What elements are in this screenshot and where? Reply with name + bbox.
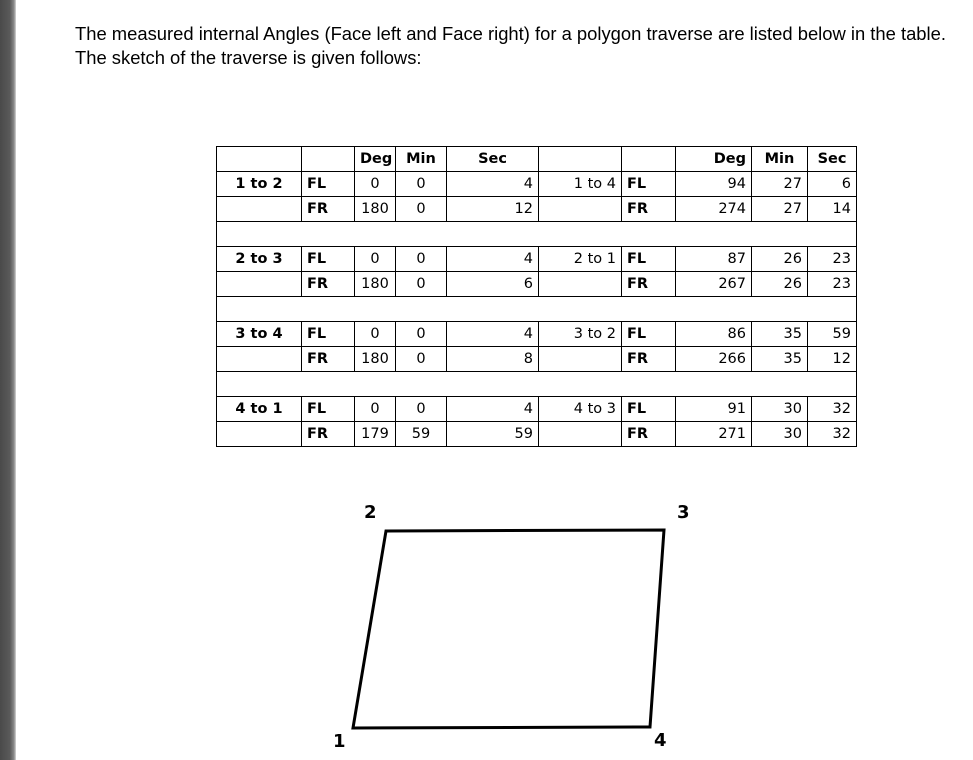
face-cell: FL (302, 172, 355, 197)
min-cell: 0 (396, 172, 447, 197)
min-cell: 0 (396, 272, 447, 297)
deg-right-cell: 267 (676, 272, 752, 297)
table-row (217, 347, 857, 372)
face-right-cell: FR (622, 422, 676, 447)
deg-right-cell: 87 (676, 247, 752, 272)
sec-cell: 4 (447, 322, 539, 347)
min-cell: 0 (396, 197, 447, 222)
sec-cell: 4 (447, 247, 539, 272)
station-4-label: 4 (654, 730, 667, 751)
deg-cell: 180 (355, 197, 396, 222)
table-spacer-row (217, 372, 857, 397)
sec-cell: 6 (447, 272, 539, 297)
table-header-row (217, 147, 857, 172)
sec-cell: 4 (447, 397, 539, 422)
table-row (217, 422, 857, 447)
line-cell (217, 347, 302, 372)
line-cell: 2 to 3 (217, 247, 302, 272)
header-min-right: Min (752, 147, 808, 172)
deg-right-cell: 274 (676, 197, 752, 222)
face-right-cell: FL (622, 397, 676, 422)
deg-right-cell: 91 (676, 397, 752, 422)
traverse-sketch (320, 490, 720, 752)
line-cell (217, 272, 302, 297)
right-line-cell: 1 to 4 (539, 172, 622, 197)
min-right-cell: 30 (752, 422, 808, 447)
header-sec-right: Sec (808, 147, 857, 172)
min-right-cell: 26 (752, 247, 808, 272)
deg-cell: 0 (355, 397, 396, 422)
sec-right-cell: 32 (808, 422, 857, 447)
angles-table (216, 146, 857, 447)
deg-right-cell: 86 (676, 322, 752, 347)
table-row (217, 397, 857, 422)
deg-right-cell: 94 (676, 172, 752, 197)
face-right-cell: FR (622, 197, 676, 222)
min-right-cell: 27 (752, 197, 808, 222)
deg-cell: 180 (355, 272, 396, 297)
deg-right-cell: 271 (676, 422, 752, 447)
right-line-cell: 3 to 2 (539, 322, 622, 347)
face-cell: FL (302, 322, 355, 347)
window-edge (0, 0, 16, 760)
face-cell: FL (302, 397, 355, 422)
intro-text (75, 22, 973, 70)
face-cell: FR (302, 272, 355, 297)
sec-right-cell: 32 (808, 397, 857, 422)
intro-line-1: The measured internal Angles (Face left and Face right) for a polygon traverse are listed below in the table. (75, 23, 946, 44)
table-spacer-row (217, 222, 857, 247)
traverse-polygon (353, 530, 664, 728)
table-spacer-row (217, 297, 857, 322)
face-right-cell: FL (622, 172, 676, 197)
min-right-cell: 30 (752, 397, 808, 422)
min-cell: 0 (396, 347, 447, 372)
deg-cell: 179 (355, 422, 396, 447)
face-right-cell: FL (622, 322, 676, 347)
deg-cell: 0 (355, 322, 396, 347)
table-row (217, 322, 857, 347)
header-deg: Deg (355, 147, 396, 172)
deg-right-cell: 266 (676, 347, 752, 372)
sec-cell: 4 (447, 172, 539, 197)
right-line-cell (539, 347, 622, 372)
line-cell (217, 422, 302, 447)
face-cell: FR (302, 197, 355, 222)
line-cell: 3 to 4 (217, 322, 302, 347)
face-cell: FL (302, 247, 355, 272)
min-cell: 0 (396, 397, 447, 422)
line-cell (217, 197, 302, 222)
table-row (217, 197, 857, 222)
face-right-cell: FL (622, 247, 676, 272)
face-cell: FR (302, 347, 355, 372)
min-cell: 59 (396, 422, 447, 447)
header-sec: Sec (447, 147, 539, 172)
min-right-cell: 35 (752, 322, 808, 347)
table-row (217, 247, 857, 272)
sec-right-cell: 23 (808, 272, 857, 297)
header-min: Min (396, 147, 447, 172)
min-right-cell: 27 (752, 172, 808, 197)
station-3-label: 3 (677, 502, 690, 523)
face-right-cell: FR (622, 272, 676, 297)
deg-cell: 0 (355, 172, 396, 197)
sec-right-cell: 14 (808, 197, 857, 222)
face-right-cell: FR (622, 347, 676, 372)
sec-cell: 59 (447, 422, 539, 447)
sec-cell: 12 (447, 197, 539, 222)
right-line-cell (539, 197, 622, 222)
deg-cell: 0 (355, 247, 396, 272)
sec-right-cell: 59 (808, 322, 857, 347)
station-1-label: 1 (333, 731, 346, 752)
header-deg-right: Deg (676, 147, 752, 172)
table-row (217, 172, 857, 197)
station-2-label: 2 (364, 502, 377, 523)
sec-right-cell: 12 (808, 347, 857, 372)
sec-right-cell: 6 (808, 172, 857, 197)
line-cell: 1 to 2 (217, 172, 302, 197)
line-cell: 4 to 1 (217, 397, 302, 422)
deg-cell: 180 (355, 347, 396, 372)
right-line-cell: 2 to 1 (539, 247, 622, 272)
min-cell: 0 (396, 247, 447, 272)
right-line-cell (539, 272, 622, 297)
face-cell: FR (302, 422, 355, 447)
min-right-cell: 26 (752, 272, 808, 297)
intro-line-2: The sketch of the traverse is given follows: (75, 47, 422, 68)
right-line-cell: 4 to 3 (539, 397, 622, 422)
sec-right-cell: 23 (808, 247, 857, 272)
min-right-cell: 35 (752, 347, 808, 372)
sec-cell: 8 (447, 347, 539, 372)
min-cell: 0 (396, 322, 447, 347)
table-row (217, 272, 857, 297)
right-line-cell (539, 422, 622, 447)
